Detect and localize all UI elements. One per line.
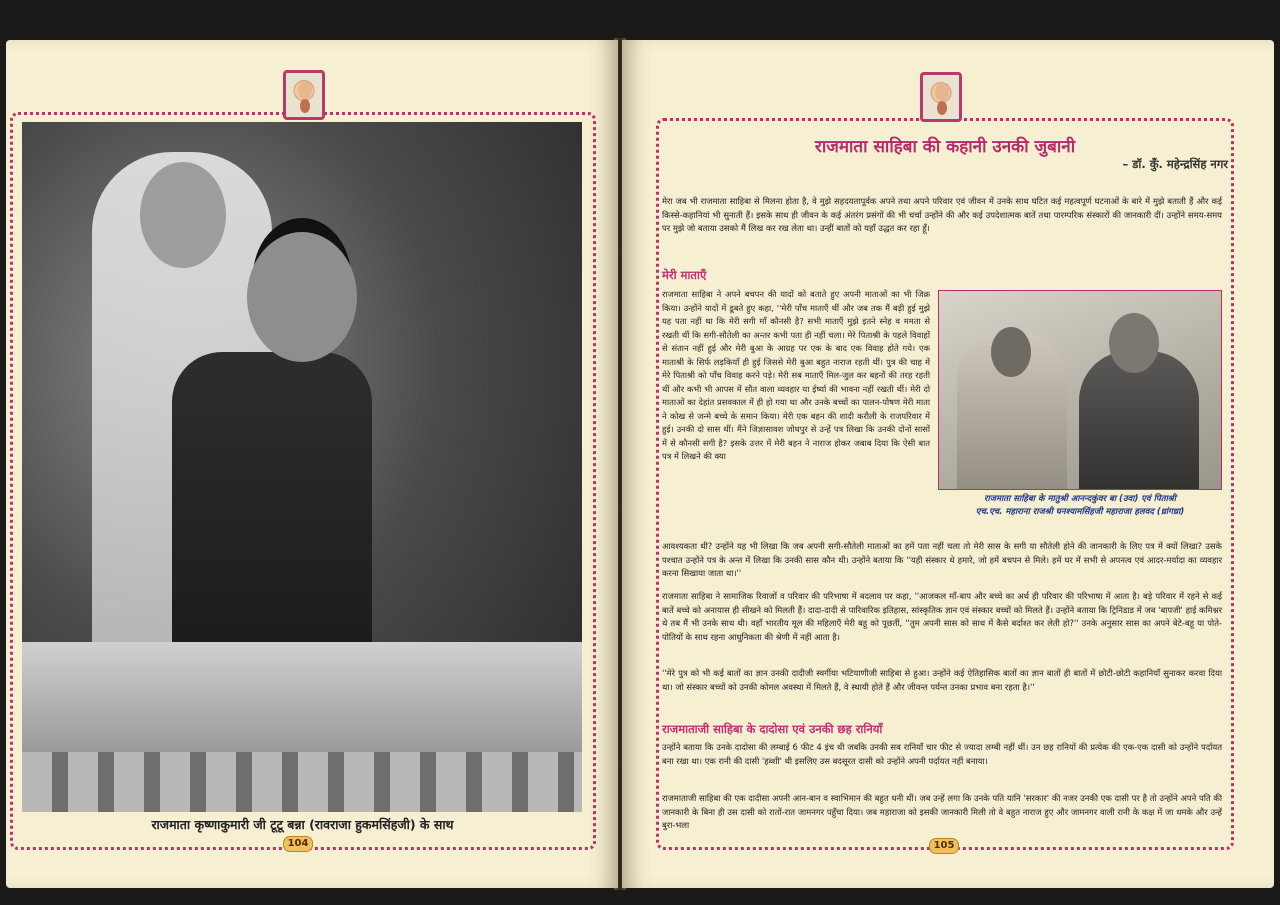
balusters (22, 752, 582, 812)
mother-face (991, 327, 1031, 377)
left-header-portrait-icon (283, 70, 325, 120)
section-heading-mothers: मेरी माताएँ (662, 268, 707, 282)
son-learning-paragraph: ''मेरे पुत्र को भी कई बातों का ज्ञान उनकी दादीजी स्वर्गीया भटियाणीजी साहिबा से हुआ। उन्होंने कई ऐतिहासिक बातों का ज्ञान बातों ही बातों में छोटी-छोटी कहानियाँ सुनाकर करवा दिया था। जो संस्कार बच्चों को उनकी कोमल अवस्था में मिलते हैं, वे स्थायी होते हैं और जीवन्त पर्यन्त उनका प्रभाव बना रहता है।'' (662, 668, 1222, 692)
main-photograph (22, 122, 582, 812)
article-title: राजमाता साहिबा की कहानी उनकी जुबानी (814, 137, 1076, 157)
intro-paragraph: मेरा जब भी राजमाता साहिबा से मिलना होता है, वे मुझे सहदयतापूर्वक अपने तथा अपने परिवार एवं जीवन में उनके साथ घटित कई महत्वपूर्ण घटनाओं के बारे में मुझे बताती हैं और कई किस्से-कहानियां भी सुनाती हैं। इसके साथ ही जीवन के कई अंतरंग प्रसंगों की भी चर्चा उन्होंने की और कई उपदेशात्मक बातें तथा पारम्परिक संस्कारों की जानकारी दीं। उन्होंने समय-समय पर मुझे जो बताया उसको मैं लिख कर रख लेता था। उन्हीं बातों को यहाँ उद्धत कर रहा हूँ। (662, 196, 1222, 234)
section-heading-grandfather: राजमाताजी साहिबा के दादोसा एवं उनकी छह रानियाँ (662, 722, 883, 736)
family-definition-paragraph: राजमाता साहिबा ने सामाजिक रिवाजों व परिवार की परिभाषा में बदलाव पर कहा, ''आजकल माँ-बाप और बच्चे का अर्थ ही परिवार की परिभाषा में आता है। बड़े परिवार में रहने से कई बातें बच्चे को अनायास ही सीखने को मिलती हैं। दादा-दादी से पारिवारिक इतिहास, सांस्कृतिक ज्ञान एवं संस्कार बच्चों को मिलते हैं। उन्होंने बताया कि ट्रिनिडाड में जब 'बापजी' हाई कमिश्नर थे तब मैं भी उनके साथ थी। वहाँ भारतीय मूल की महिलाएँ मेरी बहू को पूछतीं, ''तुम अपनी सास को साथ में कैसे बर्दाश्त कर लेती हो?'' उनके अनुसार सास का अपने बेटे-बहू या पोते-पोतियों के साथ रहना आधुनिकता की श्रेणी में नहीं आता है। (662, 591, 1222, 642)
father-face (1109, 313, 1159, 373)
right-page-number: 105 (929, 838, 959, 854)
woman-face (140, 162, 226, 268)
right-header-portrait-icon (920, 72, 962, 122)
left-page-number: 104 (283, 836, 313, 852)
grandfather-queens-paragraph: उन्होंने बताया कि उनके दादोसा की लम्बाई 6 फीट 4 इंच थी जबकि उनकी सब रानियाँ चार फीट से ज्यादा लम्बी नहीं थीं। उन छह रानियों की प्रत्येक की एक-एक दासी को उन्होंने पर्दायत बना रखा था। एक रानी की दासी 'हब्शी' थी इसलिए उस बदसूरत दासी को उन्होंने अपनी पर्दायत नहीं बनाया। (662, 742, 1222, 766)
left-photo-caption: राजमाता कृष्णाकुमारी जी टूटू बन्ना (रावराजा हुकमसिंहजी) के साथ (151, 817, 454, 832)
parents-photograph (938, 290, 1222, 490)
article-author: – डॉ. कुँ. महेन्द्रसिंह नगर (1122, 157, 1228, 171)
boy-face (247, 232, 357, 362)
parents-photo-caption (938, 493, 1222, 519)
mothers-continued-paragraph: आवश्यकता थी? उन्होंने यह भी लिखा कि जब अपनी सगी-सौतेली माताओं का हमें पता नहीं चला तो मेरी सास के सगी या सौतेली होने की जानकारी के लिए पत्र में क्यों लिखा? उसके पश्चात उन्होंने पत्र के अन्त में लिखा कि उनकी सास कौन थी। उन्होंने बताया कि ''यही संस्कार थे हमारे, जो हमें बचपन से मिले। हमें घर में सभी से अपनत्व एवं आदर-मर्यादा का व्यवहार करना सिखाया जाता था।'' (662, 541, 1222, 579)
grandmother-paragraph: राजमाताजी साहिबा की एक दादीसा अपनी आन-बान व स्वाभिमान की बहुत धनी थीं। जब उन्हें लगा कि उनके पति यानि 'सरकार' की नजर उनकी एक दासी पर है तो उन्होंने अपने पति की जानकारी के बिना ही उस दासी को रातों-रात जामनगर पहुँचा दिया। जब महाराजा को इसकी जानकारी मिली तो वे बहुत नाराज हुए और जामनगर वाली रानी के कक्ष में जा धमके और उन्हें बुरा-भला (662, 793, 1222, 831)
mothers-column-text: राजमाता साहिबा ने अपने बचपन की यादों को बताते हुए अपनी माताओं का भी जिक्र किया। उन्होंने यादों में डूबते हुए कहा, ''मेरी पाँच माताएँ थीं और जब तक मैं बड़ी हुई मुझे यह पता नहीं था कि मेरी सगी माँ कौनसी है? सभी माताएँ मुझे इतने स्नेह व ममता से रखती थीं कि सगी-सौतेली का अन्तर कभी पता ही नहीं चला। मेरे पिताश्री के पहले विवाहों से संतान नहीं हुई और मेरी बुआ के आग्रह पर एक के बाद एक विवाह होते गये। एक माताश्री के सिर्फ लड़कियाँ ही हुई जिससे मेरी बुआ बहुत नाराज रहती थीं। पुत्र की चाह में मेरे पिताश्री को पाँच विवाह करने पड़े। मेरी सब माताएँ मिल-जुल कर बहनों की तरह रहती थीं और कभी भी आपस में सौत वाला व्यवहार या ईर्ष्या की भावना नहीं रखती थीं। मेरी दो माताओं का देहांत प्रसवकाल में ही हो गया था और उनके बच्चों का पालन-पोषण मेरी माता ने कोख से जन्मे बच्चे के समान किया। मेरी एक बहन की शादी करौली के राजपरिवार में हुई। उनकी दो सास थीं। मैंने जिज्ञासावश जोधपुर से उन्हें पत्र लिखा कि उनकी दोनों सासों में से कौनसी सगी है? इसके उत्तर में मेरी बहन ने नाराज होकर जबाब दिया कि ऐसी बात पत्र में लिखने की क्या (662, 289, 930, 461)
parents-photo-caption-line2: एच.एच. महाराना राजश्री घनश्यामसिंहजी महाराजा हलवद (ध्रांगध्रा) (975, 507, 1185, 517)
parents-photo-caption-line1: राजमाता साहिबा के मातुश्री आनन्दकुंवर बा (उवा) एवं पिताश्री (984, 494, 1176, 504)
balustrade (22, 642, 582, 752)
